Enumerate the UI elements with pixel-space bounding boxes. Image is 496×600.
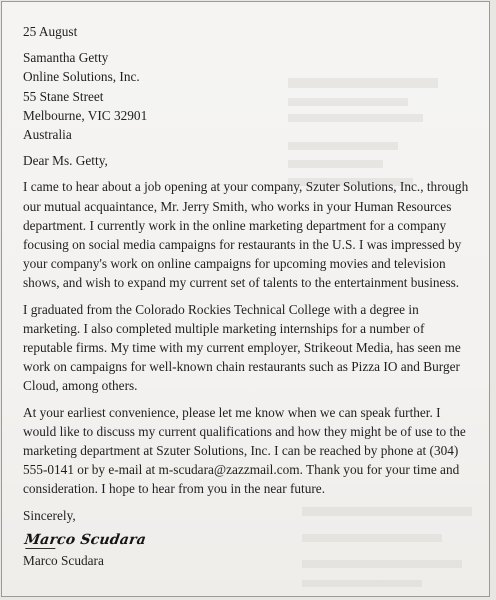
printed-name: Marco Scudara xyxy=(23,552,104,568)
recipient-address xyxy=(23,48,483,144)
paragraph-line: 555-0141 or by e-mail at m-scudara@zazzmail.com. Thank you for your time and xyxy=(23,462,460,478)
paragraph-line: our mutual acquaintance, Mr. Jerry Smith, who works in your Human Resources xyxy=(23,198,452,214)
signature-text: Marco Scudara xyxy=(23,531,148,548)
paragraph-line: At your earliest convenience, please let me know when we can speak further. I xyxy=(23,404,441,420)
paragraph-line: marketing. I also completed multiple marketing internships for a number of xyxy=(23,320,425,336)
recipient-country: Australia xyxy=(23,127,72,143)
handwritten-signature xyxy=(23,529,486,551)
paragraph-line: shows, and wish to expand my current set of talents to the entertainment business. xyxy=(23,275,460,291)
recipient-company: Online Solutions, Inc. xyxy=(23,69,140,85)
letter-date: 25 August xyxy=(23,24,78,39)
paragraph-line: consideration. I hope to hear from you in the near future. xyxy=(23,481,326,497)
paragraph-2 xyxy=(23,300,483,396)
paragraph-line: your company's work on online campaigns for upcoming movies and television xyxy=(23,256,446,272)
closing: Sincerely, xyxy=(23,507,76,523)
paragraph-1 xyxy=(23,177,483,292)
paragraph-line: work on campaigns for well-known chain restaurants such as Pizza IO and Burger xyxy=(23,359,460,375)
bleed-through-mark xyxy=(302,580,422,587)
paragraph-line: Cloud, among others. xyxy=(23,378,138,394)
paragraph-line: focusing on social media campaigns for restaurants in the U.S. I was impressed by xyxy=(23,237,462,253)
paragraph-line: I came to hear about a job opening at your company, Szuter Solutions, Inc., through xyxy=(23,179,469,195)
paragraph-line: marketing department at Szuter Solutions, Inc. I can be reached by phone at (304) xyxy=(23,443,459,459)
recipient-city: Melbourne, VIC 32901 xyxy=(23,107,148,123)
salutation: Dear Ms. Getty, xyxy=(23,153,108,169)
recipient-name: Samantha Getty xyxy=(23,50,109,66)
letter-body xyxy=(23,22,483,570)
paragraph-line: department. I currently work in the online marketing department for a company xyxy=(23,217,447,233)
paragraph-line: reputable firms. My time with my current employer, Strikeout Media, has seen me xyxy=(23,340,461,356)
paragraph-line: would like to discuss my current qualifications and how they might be of use to the xyxy=(23,423,466,439)
signature-flourish xyxy=(25,548,55,549)
paragraph-line: I graduated from the Colorado Rockies Technical College with a degree in xyxy=(23,301,419,317)
recipient-street: 55 Stane Street xyxy=(23,88,104,104)
letter-page xyxy=(1,1,490,597)
paragraph-3 xyxy=(23,403,483,499)
